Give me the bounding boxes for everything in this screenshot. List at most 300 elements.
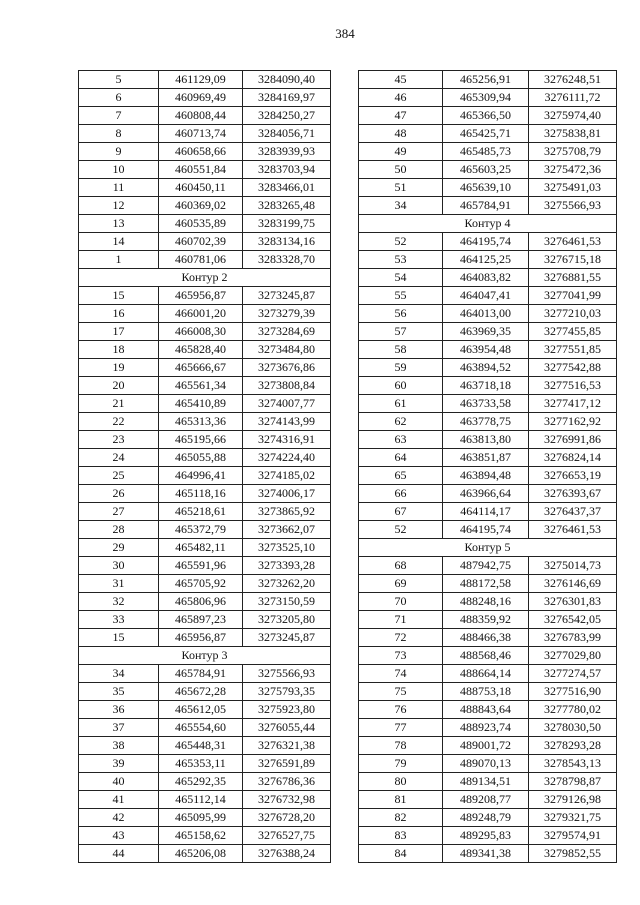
y-coordinate: 3273662,07: [243, 521, 331, 539]
y-coordinate: 3273205,80: [243, 611, 331, 629]
x-coordinate: 463718,18: [443, 377, 529, 395]
point-number: 66: [359, 485, 443, 503]
x-coordinate: 487942,75: [443, 557, 529, 575]
table-row: [359, 503, 617, 521]
point-number: 28: [79, 521, 159, 539]
point-number: 81: [359, 791, 443, 809]
y-coordinate: 3278798,87: [529, 773, 617, 791]
x-coordinate: 465118,16: [159, 485, 243, 503]
point-number: 29: [79, 539, 159, 557]
table-row: [359, 719, 617, 737]
point-number: 34: [359, 197, 443, 215]
x-coordinate: 464047,41: [443, 287, 529, 305]
contour-title: Контур 3: [79, 647, 331, 665]
y-coordinate: 3276786,36: [243, 773, 331, 791]
table-row: [359, 593, 617, 611]
point-number: 53: [359, 251, 443, 269]
x-coordinate: 460369,02: [159, 197, 243, 215]
x-coordinate: 463733,58: [443, 395, 529, 413]
x-coordinate: 489208,77: [443, 791, 529, 809]
table-row: [359, 89, 617, 107]
table-row: [79, 683, 331, 701]
table-row: [79, 827, 331, 845]
x-coordinate: 465425,71: [443, 125, 529, 143]
x-coordinate: 489248,79: [443, 809, 529, 827]
x-coordinate: 488753,18: [443, 683, 529, 701]
table-row: [359, 305, 617, 323]
x-coordinate: 465672,28: [159, 683, 243, 701]
point-number: 55: [359, 287, 443, 305]
x-coordinate: 465956,87: [159, 287, 243, 305]
x-coordinate: 464195,74: [443, 521, 529, 539]
table-row: [79, 449, 331, 467]
table-row: [359, 809, 617, 827]
point-number: 39: [79, 755, 159, 773]
x-coordinate: 488359,92: [443, 611, 529, 629]
x-coordinate: 465055,88: [159, 449, 243, 467]
y-coordinate: 3274316,91: [243, 431, 331, 449]
point-number: 80: [359, 773, 443, 791]
point-number: 84: [359, 845, 443, 863]
point-number: 41: [79, 791, 159, 809]
y-coordinate: 3273525,10: [243, 539, 331, 557]
x-coordinate: 460450,11: [159, 179, 243, 197]
x-coordinate: 461129,09: [159, 71, 243, 89]
point-number: 83: [359, 827, 443, 845]
table-row: [79, 611, 331, 629]
point-number: 76: [359, 701, 443, 719]
point-number: 11: [79, 179, 159, 197]
point-number: 62: [359, 413, 443, 431]
point-number: 71: [359, 611, 443, 629]
y-coordinate: 3275472,36: [529, 161, 617, 179]
point-number: 35: [79, 683, 159, 701]
table-row: [79, 485, 331, 503]
table-row: [359, 791, 617, 809]
table-row: [79, 539, 331, 557]
x-coordinate: 465256,91: [443, 71, 529, 89]
x-coordinate: 489341,38: [443, 845, 529, 863]
x-coordinate: 463813,80: [443, 431, 529, 449]
table-row: [79, 629, 331, 647]
x-coordinate: 464195,74: [443, 233, 529, 251]
point-number: 69: [359, 575, 443, 593]
point-number: 22: [79, 413, 159, 431]
x-coordinate: 465195,66: [159, 431, 243, 449]
y-coordinate: 3273262,20: [243, 575, 331, 593]
y-coordinate: 3273676,86: [243, 359, 331, 377]
point-number: 31: [79, 575, 159, 593]
point-number: 56: [359, 305, 443, 323]
point-number: 9: [79, 143, 159, 161]
table-row: [79, 557, 331, 575]
table-row: [359, 521, 617, 539]
table-row: [79, 89, 331, 107]
point-number: 32: [79, 593, 159, 611]
x-coordinate: 465554,60: [159, 719, 243, 737]
y-coordinate: 3273865,92: [243, 503, 331, 521]
x-coordinate: 465313,36: [159, 413, 243, 431]
table-row: [359, 665, 617, 683]
y-coordinate: 3276653,19: [529, 467, 617, 485]
contour-title: Контур 4: [359, 215, 617, 233]
y-coordinate: 3276437,37: [529, 503, 617, 521]
table-row: [359, 629, 617, 647]
x-coordinate: 465666,67: [159, 359, 243, 377]
point-number: 63: [359, 431, 443, 449]
point-number: 12: [79, 197, 159, 215]
table-row: [79, 107, 331, 125]
table-row: [359, 485, 617, 503]
table-row: [79, 125, 331, 143]
table-row: [79, 809, 331, 827]
table-row: [359, 107, 617, 125]
point-number: 59: [359, 359, 443, 377]
y-coordinate: 3277210,03: [529, 305, 617, 323]
table-row: [79, 503, 331, 521]
table-row: [359, 575, 617, 593]
x-coordinate: 464125,25: [443, 251, 529, 269]
y-coordinate: 3276388,24: [243, 845, 331, 863]
y-coordinate: 3276146,69: [529, 575, 617, 593]
table-row: [79, 431, 331, 449]
y-coordinate: 3283466,01: [243, 179, 331, 197]
table-row: [79, 755, 331, 773]
x-coordinate: 465206,08: [159, 845, 243, 863]
y-coordinate: 3277542,88: [529, 359, 617, 377]
x-coordinate: 488923,74: [443, 719, 529, 737]
table-row: [359, 143, 617, 161]
x-coordinate: 464114,17: [443, 503, 529, 521]
table-row: [79, 395, 331, 413]
point-number: 68: [359, 557, 443, 575]
table-row: [359, 737, 617, 755]
point-number: 10: [79, 161, 159, 179]
y-coordinate: 3283134,16: [243, 233, 331, 251]
point-number: 67: [359, 503, 443, 521]
table-row: [359, 611, 617, 629]
table-row: [359, 287, 617, 305]
x-coordinate: 465482,11: [159, 539, 243, 557]
y-coordinate: 3277162,92: [529, 413, 617, 431]
table-row: [79, 521, 331, 539]
y-coordinate: 3274143,99: [243, 413, 331, 431]
table-row: [79, 845, 331, 863]
table-row: [79, 161, 331, 179]
y-coordinate: 3284056,71: [243, 125, 331, 143]
point-number: 1: [79, 251, 159, 269]
x-coordinate: 460781,06: [159, 251, 243, 269]
x-coordinate: 489134,51: [443, 773, 529, 791]
table-row: [79, 179, 331, 197]
table-row: [79, 143, 331, 161]
y-coordinate: 3279321,75: [529, 809, 617, 827]
x-coordinate: 465448,31: [159, 737, 243, 755]
table-row: [359, 341, 617, 359]
point-number: 14: [79, 233, 159, 251]
x-coordinate: 465372,79: [159, 521, 243, 539]
x-coordinate: 465705,92: [159, 575, 243, 593]
contour-title: Контур 2: [79, 269, 331, 287]
y-coordinate: 3284250,27: [243, 107, 331, 125]
x-coordinate: 460535,89: [159, 215, 243, 233]
contour-header-row: [359, 215, 617, 233]
point-number: 48: [359, 125, 443, 143]
y-coordinate: 3284090,40: [243, 71, 331, 89]
x-coordinate: 489001,72: [443, 737, 529, 755]
y-coordinate: 3277455,85: [529, 323, 617, 341]
y-coordinate: 3276728,20: [243, 809, 331, 827]
point-number: 30: [79, 557, 159, 575]
table-row: [79, 71, 331, 89]
table-row: [359, 179, 617, 197]
point-number: 43: [79, 827, 159, 845]
table-row: [359, 773, 617, 791]
y-coordinate: 3279574,91: [529, 827, 617, 845]
x-coordinate: 465309,94: [443, 89, 529, 107]
y-coordinate: 3283939,93: [243, 143, 331, 161]
point-number: 42: [79, 809, 159, 827]
x-coordinate: 463894,48: [443, 467, 529, 485]
x-coordinate: 465806,96: [159, 593, 243, 611]
point-number: 8: [79, 125, 159, 143]
table-row: [359, 377, 617, 395]
y-coordinate: 3274007,77: [243, 395, 331, 413]
y-coordinate: 3283703,94: [243, 161, 331, 179]
table-row: [359, 161, 617, 179]
point-number: 5: [79, 71, 159, 89]
x-coordinate: 465112,14: [159, 791, 243, 809]
point-number: 25: [79, 467, 159, 485]
x-coordinate: 489070,13: [443, 755, 529, 773]
y-coordinate: 3279126,98: [529, 791, 617, 809]
table-row: [359, 359, 617, 377]
table-row: [79, 665, 331, 683]
point-number: 6: [79, 89, 159, 107]
y-coordinate: 3275014,73: [529, 557, 617, 575]
point-number: 57: [359, 323, 443, 341]
y-coordinate: 3284169,97: [243, 89, 331, 107]
table-row: [359, 701, 617, 719]
table-row: [359, 395, 617, 413]
coordinates-table-left: [78, 70, 331, 863]
point-number: 19: [79, 359, 159, 377]
x-coordinate: 465784,91: [443, 197, 529, 215]
y-coordinate: 3277274,57: [529, 665, 617, 683]
y-coordinate: 3276881,55: [529, 269, 617, 287]
table-row: [79, 251, 331, 269]
y-coordinate: 3283199,75: [243, 215, 331, 233]
point-number: 7: [79, 107, 159, 125]
table-row: [359, 845, 617, 863]
point-number: 38: [79, 737, 159, 755]
point-number: 34: [79, 665, 159, 683]
point-number: 13: [79, 215, 159, 233]
point-number: 61: [359, 395, 443, 413]
table-row: [359, 683, 617, 701]
y-coordinate: 3273284,69: [243, 323, 331, 341]
point-number: 16: [79, 305, 159, 323]
point-number: 73: [359, 647, 443, 665]
table-row: [79, 215, 331, 233]
y-coordinate: 3276527,75: [243, 827, 331, 845]
table-row: [79, 791, 331, 809]
point-number: 40: [79, 773, 159, 791]
x-coordinate: 465353,11: [159, 755, 243, 773]
coordinates-table-right: [358, 70, 617, 863]
point-number: 47: [359, 107, 443, 125]
x-coordinate: 488466,38: [443, 629, 529, 647]
y-coordinate: 3278543,13: [529, 755, 617, 773]
x-coordinate: 465095,99: [159, 809, 243, 827]
table-row: [79, 575, 331, 593]
table-row: [359, 827, 617, 845]
x-coordinate: 488568,46: [443, 647, 529, 665]
table-row: [79, 305, 331, 323]
contour-header-row: [79, 647, 331, 665]
point-number: 50: [359, 161, 443, 179]
y-coordinate: 3275566,93: [243, 665, 331, 683]
point-number: 72: [359, 629, 443, 647]
y-coordinate: 3276461,53: [529, 233, 617, 251]
point-number: 36: [79, 701, 159, 719]
x-coordinate: 489295,83: [443, 827, 529, 845]
x-coordinate: 463778,75: [443, 413, 529, 431]
table-row: [359, 251, 617, 269]
x-coordinate: 463851,87: [443, 449, 529, 467]
point-number: 15: [79, 629, 159, 647]
y-coordinate: 3275923,80: [243, 701, 331, 719]
contour-title: Контур 5: [359, 539, 617, 557]
point-number: 64: [359, 449, 443, 467]
table-row: [79, 377, 331, 395]
point-number: 46: [359, 89, 443, 107]
x-coordinate: 466008,30: [159, 323, 243, 341]
table-row: [359, 233, 617, 251]
x-coordinate: 464996,41: [159, 467, 243, 485]
point-number: 27: [79, 503, 159, 521]
x-coordinate: 463954,48: [443, 341, 529, 359]
y-coordinate: 3276715,18: [529, 251, 617, 269]
x-coordinate: 488172,58: [443, 575, 529, 593]
point-number: 75: [359, 683, 443, 701]
y-coordinate: 3283328,70: [243, 251, 331, 269]
table-row: [359, 431, 617, 449]
x-coordinate: 465158,62: [159, 827, 243, 845]
x-coordinate: 465956,87: [159, 629, 243, 647]
x-coordinate: 465828,40: [159, 341, 243, 359]
y-coordinate: 3277516,53: [529, 377, 617, 395]
point-number: 78: [359, 737, 443, 755]
point-number: 54: [359, 269, 443, 287]
x-coordinate: 463966,64: [443, 485, 529, 503]
contour-header-row: [79, 269, 331, 287]
y-coordinate: 3273393,28: [243, 557, 331, 575]
y-coordinate: 3275491,03: [529, 179, 617, 197]
x-coordinate: 465218,61: [159, 503, 243, 521]
x-coordinate: 488843,64: [443, 701, 529, 719]
point-number: 15: [79, 287, 159, 305]
x-coordinate: 464013,00: [443, 305, 529, 323]
y-coordinate: 3278293,28: [529, 737, 617, 755]
y-coordinate: 3276991,86: [529, 431, 617, 449]
y-coordinate: 3279852,55: [529, 845, 617, 863]
y-coordinate: 3274185,02: [243, 467, 331, 485]
point-number: 24: [79, 449, 159, 467]
y-coordinate: 3275974,40: [529, 107, 617, 125]
table-row: [359, 125, 617, 143]
x-coordinate: 463894,52: [443, 359, 529, 377]
x-coordinate: 465561,34: [159, 377, 243, 395]
point-number: 77: [359, 719, 443, 737]
x-coordinate: 460551,84: [159, 161, 243, 179]
y-coordinate: 3276393,67: [529, 485, 617, 503]
point-number: 37: [79, 719, 159, 737]
table-row: [79, 323, 331, 341]
point-number: 20: [79, 377, 159, 395]
table-row: [79, 413, 331, 431]
table-row: [79, 197, 331, 215]
table-row: [79, 737, 331, 755]
contour-header-row: [359, 539, 617, 557]
table-row: [79, 233, 331, 251]
point-number: 23: [79, 431, 159, 449]
x-coordinate: 464083,82: [443, 269, 529, 287]
point-number: 49: [359, 143, 443, 161]
x-coordinate: 460713,74: [159, 125, 243, 143]
y-coordinate: 3273279,39: [243, 305, 331, 323]
x-coordinate: 488248,16: [443, 593, 529, 611]
y-coordinate: 3273808,84: [243, 377, 331, 395]
point-number: 17: [79, 323, 159, 341]
x-coordinate: 465603,25: [443, 161, 529, 179]
y-coordinate: 3276783,99: [529, 629, 617, 647]
y-coordinate: 3276055,44: [243, 719, 331, 737]
point-number: 52: [359, 521, 443, 539]
point-number: 82: [359, 809, 443, 827]
point-number: 58: [359, 341, 443, 359]
point-number: 65: [359, 467, 443, 485]
y-coordinate: 3276321,38: [243, 737, 331, 755]
x-coordinate: 460808,44: [159, 107, 243, 125]
table-row: [79, 701, 331, 719]
y-coordinate: 3273484,80: [243, 341, 331, 359]
table-row: [79, 773, 331, 791]
y-coordinate: 3276301,83: [529, 593, 617, 611]
table-row: [359, 197, 617, 215]
point-number: 21: [79, 395, 159, 413]
table-row: [359, 449, 617, 467]
y-coordinate: 3273245,87: [243, 629, 331, 647]
point-number: 51: [359, 179, 443, 197]
x-coordinate: 460969,49: [159, 89, 243, 107]
table-row: [79, 467, 331, 485]
table-row: [79, 719, 331, 737]
point-number: 44: [79, 845, 159, 863]
table-row: [359, 413, 617, 431]
point-number: 60: [359, 377, 443, 395]
y-coordinate: 3275708,79: [529, 143, 617, 161]
y-coordinate: 3278030,50: [529, 719, 617, 737]
y-coordinate: 3277417,12: [529, 395, 617, 413]
page-number: 384: [335, 26, 355, 41]
point-number: 79: [359, 755, 443, 773]
y-coordinate: 3277041,99: [529, 287, 617, 305]
table-row: [79, 359, 331, 377]
table-row: [79, 593, 331, 611]
point-number: 26: [79, 485, 159, 503]
x-coordinate: 465897,23: [159, 611, 243, 629]
